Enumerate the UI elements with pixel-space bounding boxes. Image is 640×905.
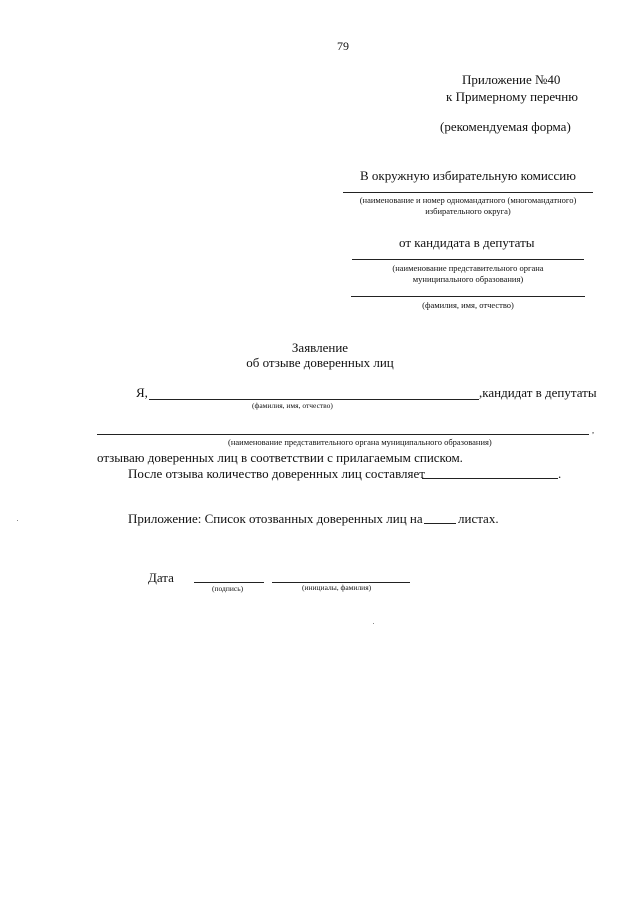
i-prefix: Я, [136, 385, 148, 400]
count-blank-line [422, 478, 558, 479]
municipal-body-blank-line [97, 434, 589, 435]
count-text: После отзыва количество доверенных лиц составляет [128, 466, 425, 481]
scan-speck [17, 520, 18, 521]
district-hint-2: избирательного округа) [425, 206, 511, 216]
fio-blank-line [351, 296, 585, 297]
line-comma: , [592, 425, 595, 435]
candidate-suffix: ,кандидат в депутаты [479, 385, 597, 400]
signature-blank-line [194, 582, 264, 583]
signature-hint: (подпись) [212, 584, 244, 593]
statement-subtitle: об отзыве доверенных лиц [246, 355, 394, 370]
attachment-prefix: Приложение: Список отозванных доверенных лиц на [128, 511, 423, 526]
district-blank-line [343, 192, 593, 193]
from-candidate: от кандидата в депутаты [399, 235, 535, 250]
scan-speck [373, 623, 374, 624]
page-number: 79 [337, 39, 349, 53]
attachment-suffix: листах. [458, 511, 499, 526]
date-label: Дата [148, 570, 174, 585]
municipal-body-hint: (наименование представительного органа муниципального образования) [228, 437, 492, 447]
appendix-number: Приложение №40 [462, 72, 561, 87]
appendix-reference: к Примерному перечню [446, 89, 578, 104]
representative-body-blank-line [352, 259, 584, 260]
form-type: (рекомендуемая форма) [440, 119, 571, 134]
candidate-fio-blank-line [149, 399, 479, 400]
district-hint-1: (наименование и номер одномандатного (многомандатного) [359, 195, 577, 205]
recall-text: отзываю доверенных лиц в соответствии с прилагаемым списком. [97, 450, 463, 465]
count-end: . [558, 466, 562, 481]
initials-hint: (инициалы, фамилия) [302, 583, 372, 592]
candidate-fio-hint: (фамилия, имя, отчество) [252, 401, 333, 410]
sheets-blank-line [424, 523, 456, 524]
statement-title: Заявление [291, 340, 349, 355]
body-hint-1: (наименование представительного органа [392, 263, 544, 273]
fio-hint: (фамилия, имя, отчество) [422, 300, 514, 310]
addressee-commission: В окружную избирательную комиссию [360, 168, 576, 183]
body-hint-2: муниципального образования) [412, 274, 524, 284]
